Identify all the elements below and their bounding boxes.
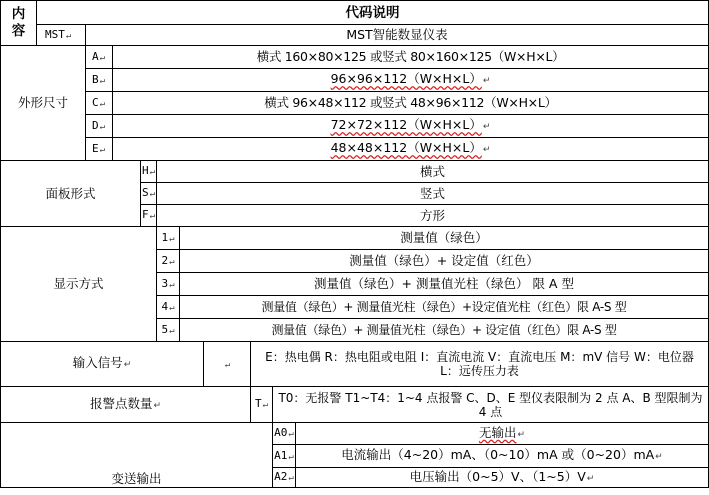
- size-code-cell: B↵: [86, 69, 113, 92]
- size-desc: 横式 160×80×125 或竖式 80×160×125（W×H×L）: [113, 46, 709, 69]
- mst-desc: MST智能数显仪表: [86, 25, 709, 46]
- size-code-cell: D↵: [86, 115, 113, 138]
- transmit-code-cell: A2↵: [273, 468, 296, 488]
- size-desc: 96×96×112（W×H×L）↵: [113, 69, 709, 92]
- input-label: 输入信号↵: [1, 342, 204, 387]
- transmit-code-cell: A1↵: [273, 445, 296, 468]
- display-desc: 测量值（绿色）: [180, 227, 709, 250]
- return-mark: ↵: [65, 30, 72, 41]
- input-desc: E：热电偶 R：热电阻或电阻 I：直流电流 V：直流电压 M：mV 信号 W：电位器 L：远传压力表: [251, 342, 709, 387]
- mst-code-cell: [37, 25, 86, 46]
- panel-desc: 竖式: [157, 183, 709, 205]
- display-code-cell: 1↵: [157, 227, 180, 250]
- display-code-cell: 4↵: [157, 296, 180, 319]
- panel-desc: 横式: [157, 161, 709, 183]
- display-code-cell: 3↵: [157, 273, 180, 296]
- input-code-cell: ↵: [204, 342, 251, 387]
- mst-code: MST: [45, 27, 65, 41]
- input-row: [1, 342, 709, 387]
- display-label: 显示方式: [1, 227, 157, 342]
- transmit-desc: 电压输出（0~5）V、（1~5）V↵: [296, 468, 709, 488]
- display-desc: 测量值（绿色）+ 测量值光柱（绿色）+ 设定值（红色）限 A-S 型: [180, 319, 709, 342]
- size-code-cell: E↵: [86, 138, 113, 161]
- header-corner-line1: 内: [11, 6, 26, 22]
- panel-code-cell: H↵: [141, 161, 157, 183]
- alarm-code-cell: T↵: [251, 387, 273, 423]
- transmit-label: 变送输出: [1, 423, 273, 488]
- header-corner-line2: 容: [11, 23, 26, 39]
- size-row-c: [1, 92, 709, 115]
- size-row-a: [1, 46, 709, 69]
- display-desc: 测量值（绿色）+ 测量值光柱（绿色）+设定值光柱（红色）限 A-S 型: [180, 296, 709, 319]
- size-code-cell: A↵: [86, 46, 113, 69]
- alarm-label: 报警点数量↵: [1, 387, 251, 423]
- display-row-1: [1, 227, 709, 250]
- size-label: 外形尺寸: [1, 46, 86, 161]
- size-row-d: [1, 115, 709, 138]
- panel-label: 面板形式: [1, 161, 141, 227]
- alarm-desc: T0：无报警 T1~T4：1~4 点报警 C、D、E 型仪表限制为 2 点 A、B 型限制为 4 点: [273, 387, 709, 423]
- size-desc: 48×48×112（W×H×L）↵: [113, 138, 709, 161]
- panel-code-cell: F↵: [141, 205, 157, 227]
- mst-row: [1, 25, 709, 46]
- display-desc: 测量值（绿色）+ 测量值光柱（绿色） 限 A 型: [180, 273, 709, 296]
- transmit-code-cell: A0↵: [273, 423, 296, 445]
- transmit-desc: 电流输出（4~20）mA、（0~10）mA 或（0~20）mA↵: [296, 445, 709, 468]
- size-row-b: [1, 69, 709, 92]
- header-corner-cell: [1, 1, 37, 46]
- panel-row-h: [1, 161, 709, 183]
- panel-code-cell: S↵: [141, 183, 157, 205]
- transmit-desc: 无输出↵: [296, 423, 709, 445]
- panel-desc: 方形: [157, 205, 709, 227]
- table-header-row: [1, 1, 709, 25]
- size-row-e: [1, 138, 709, 161]
- transmit-row-a0: [1, 423, 709, 445]
- header-title: 代码说明: [37, 1, 709, 25]
- size-desc: 72×72×112（W×H×L）↵: [113, 115, 709, 138]
- display-desc: 测量值（绿色）+ 设定值（红色）: [180, 250, 709, 273]
- alarm-row: [1, 387, 709, 423]
- display-code-cell: 2↵: [157, 250, 180, 273]
- size-code-cell: C↵: [86, 92, 113, 115]
- size-desc: 横式 96×48×112 或竖式 48×96×112（W×H×L）: [113, 92, 709, 115]
- display-code-cell: 5↵: [157, 319, 180, 342]
